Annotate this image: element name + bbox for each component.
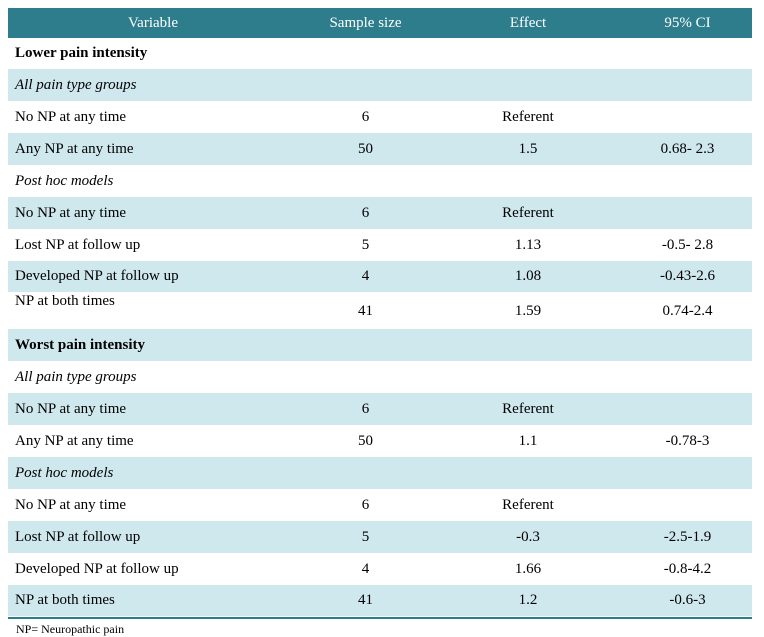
subsection-heading-row [8, 69, 752, 101]
row-ci: -0.78-3 [665, 432, 710, 449]
subsection-heading-row [8, 361, 752, 393]
subsection-heading-row [8, 165, 752, 197]
row-sample-size: 50 [358, 432, 373, 449]
table-row [8, 133, 752, 165]
subsection-heading-row [8, 457, 752, 489]
table-row [8, 425, 752, 457]
table-row [8, 229, 752, 261]
row-variable: NP at both times [15, 592, 115, 608]
table-header [8, 8, 752, 38]
row-variable: Any NP at any time [15, 140, 134, 157]
row-variable: Post hoc models [15, 464, 114, 481]
row-variable: Developed NP at follow up [15, 560, 179, 577]
header-ci: 95% CI [664, 14, 711, 31]
table-row [8, 197, 752, 229]
row-effect: 1.5 [518, 140, 538, 157]
row-ci: -2.5-1.9 [663, 528, 712, 545]
row-variable: Post hoc models [15, 172, 114, 189]
row-effect: -0.3 [516, 528, 540, 545]
row-sample-size: 6 [361, 400, 370, 417]
row-variable: Lost NP at follow up [15, 528, 141, 545]
row-effect: Referent [502, 400, 554, 417]
row-sample-size: 4 [361, 268, 370, 284]
section-heading-row [8, 38, 752, 69]
header-variable: Variable [128, 14, 178, 31]
row-effect: 1.66 [514, 560, 542, 577]
row-variable: Developed NP at follow up [15, 268, 179, 284]
row-effect: 1.1 [518, 432, 538, 449]
results-table [8, 8, 752, 616]
row-effect: Referent [502, 108, 554, 125]
row-effect: 1.08 [514, 268, 542, 284]
row-variable: No NP at any time [15, 204, 127, 221]
table-row [8, 585, 752, 616]
row-variable: All pain type groups [15, 368, 137, 385]
row-variable: Any NP at any time [15, 432, 134, 449]
row-variable: Lower pain intensity [15, 45, 148, 61]
row-variable: Worst pain intensity [15, 336, 146, 353]
row-sample-size: 50 [358, 140, 373, 157]
row-sample-size: 6 [361, 496, 370, 513]
table-row [8, 489, 752, 521]
table-bottom-rule [8, 617, 752, 619]
row-ci: -0.5- 2.8 [661, 236, 714, 253]
row-variable: NP at both times [15, 293, 115, 309]
row-variable: Lost NP at follow up [15, 236, 141, 253]
row-ci: -0.8-4.2 [663, 560, 712, 577]
header-sample-size: Sample size [329, 14, 402, 31]
row-sample-size: 4 [361, 560, 370, 577]
table-row [8, 261, 752, 292]
row-variable: All pain type groups [15, 76, 137, 93]
row-sample-size: 5 [361, 528, 370, 545]
row-ci: 0.74-2.4 [662, 303, 713, 319]
table-row [8, 553, 752, 585]
table-row [8, 101, 752, 133]
row-ci: -0.6-3 [669, 592, 706, 608]
row-variable: No NP at any time [15, 496, 127, 513]
row-variable: No NP at any time [15, 400, 127, 417]
row-ci: 0.68- 2.3 [660, 140, 715, 157]
row-effect: Referent [502, 204, 554, 221]
row-ci: -0.43-2.6 [660, 268, 715, 284]
row-effect: Referent [502, 496, 554, 513]
row-sample-size: 41 [358, 303, 373, 319]
table-row [8, 521, 752, 553]
row-sample-size: 41 [358, 592, 373, 608]
table-footnote: NP= Neuropathic pain [16, 622, 125, 636]
row-sample-size: 6 [361, 204, 370, 221]
table-body [8, 38, 752, 616]
row-effect: 1.13 [514, 236, 542, 253]
header-effect: Effect [509, 14, 547, 31]
section-heading-row [8, 329, 752, 361]
row-effect: 1.59 [514, 303, 542, 319]
table-row [8, 393, 752, 425]
row-variable: No NP at any time [15, 108, 127, 125]
table-row [8, 292, 752, 329]
row-sample-size: 6 [361, 108, 370, 125]
row-effect: 1.2 [518, 592, 538, 608]
row-sample-size: 5 [361, 236, 370, 253]
